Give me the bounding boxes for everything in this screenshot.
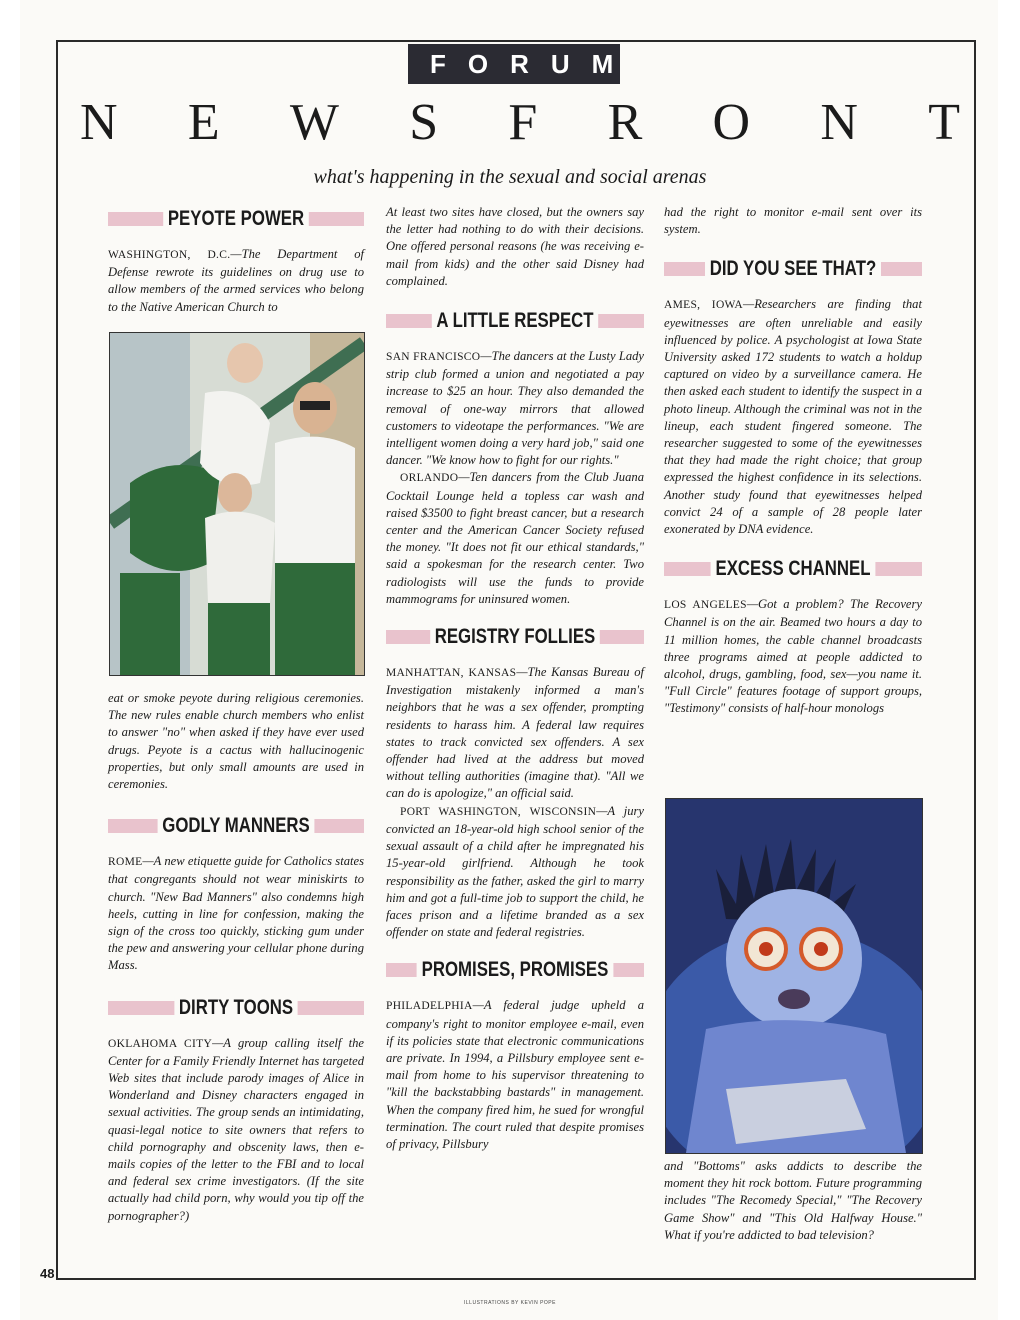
article-peyote-continued: eat or smoke peyote during religious ceremonies. The new rules enable church members who enlist to answer "no" when asked if they have ever used drugs. Peyote is a cactus with hallucinogenic properties, but only small amounts are used in ceremonies. [108,691,364,792]
title-letter: T [928,94,960,151]
article-registry-kansas [386,664,644,803]
heading-text: DID YOU SEE THAT? [705,257,881,280]
dateline: PHILADELPHIA [386,1000,473,1013]
heading-text: A LITTLE RESPECT [432,309,599,332]
column-1-top [108,204,364,316]
article-registry-wisconsin [386,803,644,942]
title-letter: S [409,94,439,151]
article-dirty-toons [108,1035,364,1225]
article-promises-continued: had the right to monitor e-mail sent over its system. [664,205,922,237]
article-text: —Ten dancers from the Club Juana Cocktail Lounge held a topless car wash and raised $3500 to fight breast cancer, but a research center and the American Cancer Society refused the money. "It does not fit our ethical standards," said a spokesman for the research center. Two radiologists will use the funds to provide mammograms for uninsured women. [386,470,644,606]
dateline: MANHATTAN, KANSAS [386,667,517,680]
article-excess-channel [664,596,922,717]
article-excess-channel-continued: and "Bottoms" asks addicts to describe the moment they hit rock bottom. Future programming includes "The Recomedy Special," "The Recovery Game Show" and "This Old Halfway House." What if you're addicted to bad television? [664,1159,922,1242]
page-number: 48 [40,1266,55,1281]
article-did-you-see-that [664,296,922,538]
article-text: —A new etiquette guide for Catholics states that congregants should not wear miniskirts to church. "New Bad Manners" also condemns high heels, cutting in line for confession, making the sign of the cross too quickly, sticking gum under the pew and answering your cellular phone during Mass. [108,854,364,973]
title-letter: E [187,94,220,151]
column-1-bottom [108,690,364,1225]
column-3-bottom [664,1158,922,1244]
tv-addict-illustration [665,798,923,1154]
heading-text: GODLY MANNERS [157,814,314,837]
dateline: ORLANDO [400,472,459,485]
article-text: —The Department of Defense rewrote its guidelines on drug use to allow members of the armed services who belong to the Native American Church to [108,247,364,314]
title-letter: F [508,94,538,151]
article-text: —The dancers at the Lusty Lady strip club formed a union and negotiated a pay increase to $25 an hour. They also demanded the removal of one-way mirrors that allowed customers to videotape the performances. "We are intelligent women doing a very hard job," said one dancer. "We know how to fight for our rights." [386,349,645,468]
heading-text: EXCESS CHANNEL [711,557,876,580]
dateline: ROME [108,856,143,869]
section-heading [386,622,644,652]
heading-text: PROMISES, PROMISES [417,958,613,981]
article-text: —A jury convicted an 18-year-old high school senior of the sexual assault of a child after he impregnated his 15-year-old girlfriend. Although he took responsibility as the father, asked the girl to marry him and got a full-time job to support the child, he faces prison and a lifetime branded as a sex offender on state and federal registries. [386,803,644,940]
section-heading [108,811,364,841]
peyote-illustration [109,332,365,676]
article-dirty-toons-continued: At least two sites have closed, but the owners say the letter had nothing to do with their decisions. One offered personal reasons (he was receiving e-mail from kids) and the other said Disney had complained. [386,205,644,288]
heading-text: DIRTY TOONS [174,996,298,1019]
dateline: WASHINGTON, D.C. [108,249,231,261]
newsfront-title [80,92,960,154]
subtitle: what's happening in the sexual and social arenas [313,166,707,188]
title-letter: W [289,94,339,151]
title-letter: O [712,94,751,151]
heading-text: REGISTRY FOLLIES [430,625,600,648]
article-text: —Got a problem? The Recovery Channel is on the air. Beamed two hours a day to 11 million homes, the cable channel broadcasts three programs aimed at people addicted to alcohol, drugs, gambling, food, sex—you name it. "Full Circle" features footage of support groups, "Testimony" consists of half-hour monologs [664,597,923,716]
column-2 [386,204,644,1153]
article-respect-orlando [386,469,644,608]
column-3-top [664,204,922,718]
illustration-credit: ILLUSTRATIONS BY KEVIN POPE [464,1300,556,1306]
soldiers-illustration-image [110,333,364,675]
section-heading [108,993,364,1023]
heading-text: PEYOTE POWER [163,207,309,230]
section-heading [664,254,922,284]
article-promises [386,997,644,1153]
dateline: AMES, IOWA [664,299,744,312]
article-text: —Researchers are finding that eyewitnesses are often unreliable and easily influenced by police. A psychologist at Iowa State University asked 172 students to watch a holdup captured on video by a surveillance camera. He then asked each student to identify the suspect in a photo lineup. Although the criminal was not in the lineup, each student fingered someone. The researcher suggested to some of the eyewitnesses that they had made the right choice; that group expressed the highest confidence in its selections. Another study found that eyewitnesses helped convict 24 of a sample of 28 people later exonerated by DNA evidence. [664,297,922,537]
section-heading [664,554,922,584]
dateline: LOS ANGELES [664,599,747,612]
section-heading [386,955,644,985]
article-godly-manners [108,853,364,974]
article-respect-sf [386,348,644,469]
dateline: OKLAHOMA CITY [108,1037,213,1050]
title-letter: N [80,94,118,151]
article-text: —A federal judge upheld a company's right to monitor employee e-mail, even if its policies state that electronic communications are private. In 1994, a Pillsbury employee sent e-mail from home to his supervisor threatening to "kill the backstabbing bastards" in management. When the company fired him, he sued for wrongful termination. The court ruled that despite promises of privacy, Pillsbury [386,998,644,1151]
title-letter: R [607,94,643,151]
dateline: PORT WASHINGTON, WISCONSIN [400,805,597,818]
section-heading [386,306,644,336]
article-text: —A group calling itself the Center for a Family Friendly Internet has targeted Web sites that include parody images of Alice in Wonderland and Disney characters engaged in sexual activities. The group sends an intimidating, quasi-legal notice to site owners that refers to child pornography and obscenity laws, then e-mails copies of the letter to the FBI and to local and federal sex crime investigators. (If the site actually had child porn, why would you tip off the pornographer?) [108,1035,364,1223]
title-letter: N [820,94,858,151]
article-peyote-intro [108,246,364,316]
forum-label: FORUM [408,44,620,84]
section-heading [108,204,364,234]
tv-viewer-illustration-image [666,799,922,1153]
dateline: SAN FRANCISCO [386,351,481,364]
article-text: —The Kansas Bureau of Investigation mistakenly informed a man's neighbors that he was a sex offender, prompting residents to harass him. A federal law requires states to track convicted sex offenders. A sex offender had lived at the address but moved without telling authorities (imagine that). "All we can do is apologize," an official said. [386,665,644,801]
